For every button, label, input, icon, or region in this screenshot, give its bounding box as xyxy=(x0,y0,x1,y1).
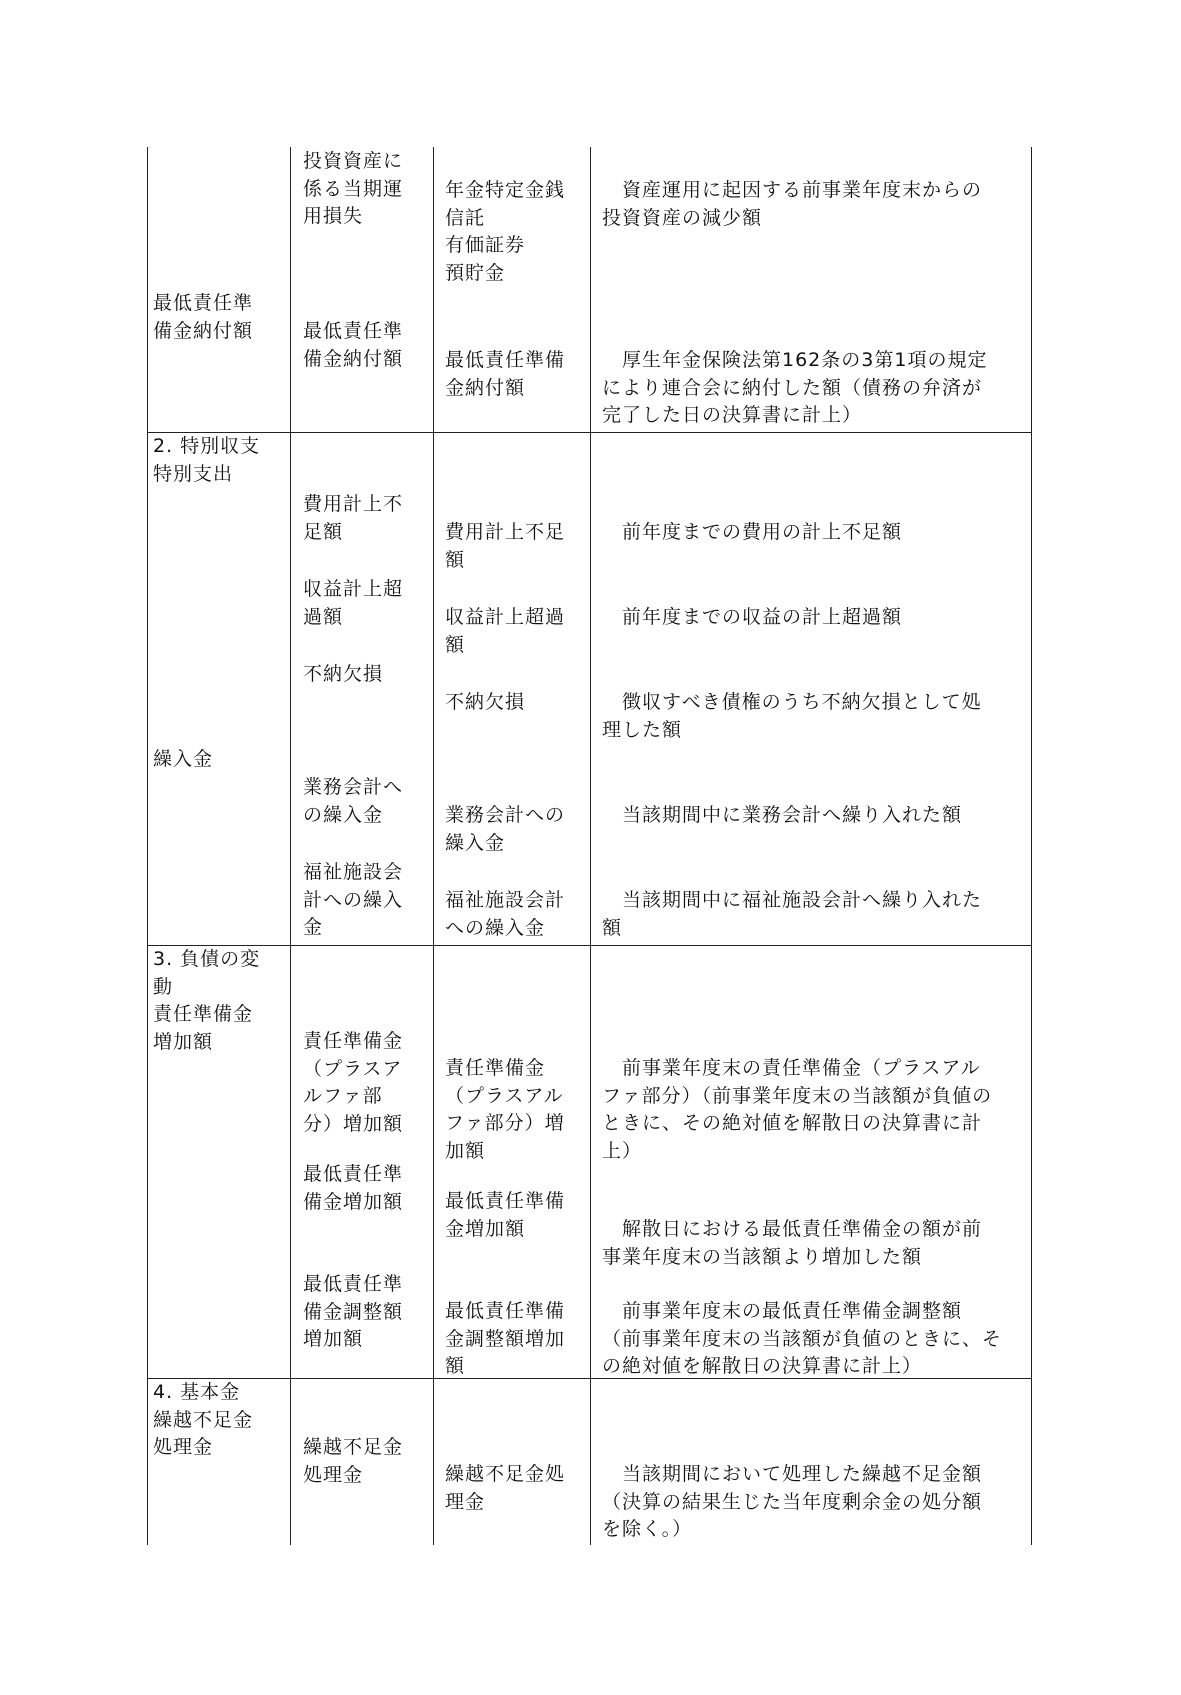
account-cell: 繰越不足金処 理金 xyxy=(445,1463,566,1513)
account-cell: 最低責任準備 金増加額 xyxy=(445,1190,566,1240)
description-cell: 前事業年度末の最低責任準備金調整額 （前事業年度末の当該額が負値のときに、そ の絶対値を解散日の決算書に計上） xyxy=(602,1300,1003,1377)
column-border xyxy=(1031,147,1032,1545)
category-cell: 3. 負債の変 動 責任準備金 増加額 xyxy=(153,948,261,1053)
column-border xyxy=(433,147,434,1545)
description-cell: 厚生年金保険法第162条の3第1項の規定 により連合会に納付した額（債務の弁済が 完了した日の決算書に計上） xyxy=(602,349,988,426)
account-cell: 最低責任準備 金調整額増加 額 xyxy=(445,1300,566,1377)
account-cell: 責任準備金 （プラスアル ファ部分）増 加額 xyxy=(445,1057,565,1162)
category-cell: 最低責任準 備金納付額 xyxy=(153,292,254,342)
column-border xyxy=(590,147,591,1545)
account-cell: 不納欠損 xyxy=(445,691,526,713)
description-cell: 前年度までの費用の計上不足額 xyxy=(602,521,903,543)
category-cell: 4. 基本金 繰越不足金 処理金 xyxy=(153,1381,254,1458)
account-cell: 収益計上超過 額 xyxy=(445,606,566,656)
description-cell: 当該期間中に福祉施設会計へ繰り入れた 額 xyxy=(602,889,983,939)
item-cell: 繰越不足金 処理金 xyxy=(303,1436,404,1486)
item-cell: 責任準備金 （プラスア ルファ部 分）増加額 xyxy=(303,1030,404,1135)
row-border xyxy=(147,945,1032,946)
item-cell: 不納欠損 xyxy=(303,663,384,685)
item-cell: 投資資産に 係る当期運 用損失 xyxy=(303,150,404,227)
column-border xyxy=(147,147,148,1545)
item-cell: 収益計上超 過額 xyxy=(303,578,404,628)
account-cell: 年金特定金銭 信託 有価証券 預貯金 xyxy=(445,179,566,284)
description-cell: 当該期間において処理した繰越不足金額 （決算の結果生じた当年度剰余金の処分額 を除く。） xyxy=(602,1463,983,1540)
account-cell: 費用計上不足 額 xyxy=(445,521,566,571)
description-cell: 当該期間中に業務会計へ繰り入れた額 xyxy=(602,804,963,826)
item-cell: 業務会計へ の繰入金 xyxy=(303,776,404,826)
item-cell: 最低責任準 備金納付額 xyxy=(303,320,404,370)
column-border xyxy=(290,147,291,1545)
row-border xyxy=(147,432,1032,433)
item-cell: 費用計上不 足額 xyxy=(303,493,404,543)
account-cell: 福祉施設会計 への繰入金 xyxy=(445,889,566,939)
description-cell: 前年度までの収益の計上超過額 xyxy=(602,606,903,628)
category-cell: 繰入金 xyxy=(153,748,214,770)
account-cell: 最低責任準備 金納付額 xyxy=(445,349,566,399)
category-cell: 2. 特別収支 特別支出 xyxy=(153,435,261,485)
item-cell: 最低責任準 備金調整額 増加額 xyxy=(303,1273,404,1350)
description-cell: 解散日における最低責任準備金の額が前 事業年度末の当該額より増加した額 xyxy=(602,1218,983,1268)
description-cell: 徴収すべき債権のうち不納欠損として処 理した額 xyxy=(602,691,982,741)
description-cell: 資産運用に起因する前事業年度末からの 投資資産の減少額 xyxy=(602,179,983,229)
item-cell: 福祉施設会 計への繰入 金 xyxy=(303,861,404,938)
item-cell: 最低責任準 備金増加額 xyxy=(303,1163,404,1213)
account-cell: 業務会計への 繰入金 xyxy=(445,804,566,854)
description-cell: 前事業年度末の責任準備金（プラスアル ファ部分）（前事業年度末の当該額が負値の ときに、その絶対値を解散日の決算書に計 上） xyxy=(602,1057,993,1162)
